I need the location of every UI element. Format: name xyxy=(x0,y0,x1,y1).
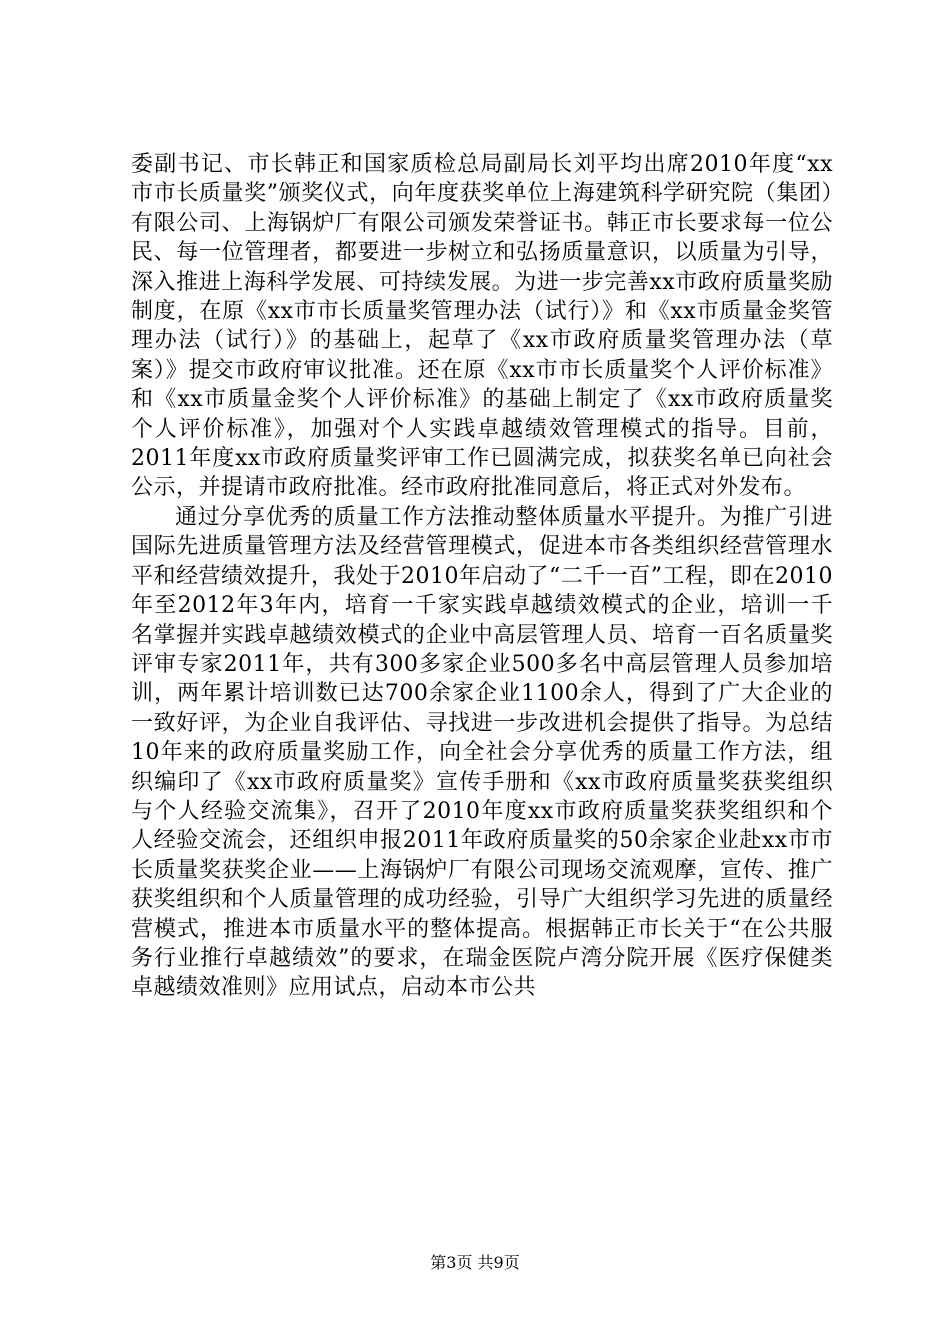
paragraph-1: 委副书记、市长韩正和国家质检总局副局长刘平均出席2010年度“xx市市长质量奖”颁奖仪式，向年度获奖单位上海建筑科学研究院（集团）有限公司、上海锅炉厂有限公司颁发荣誉证书。韩正市长要求每一位公民、每一位管理者，都要进一步树立和弘扬质量意识，以质量为引导，深入推进上海科学发展、可持续发展。为进一步完善xx市政府质量奖励制度，在原《xx市市长质量奖管理办法（试行）》和《xx市质量金奖管理办法（试行）》的基础上，起草了《xx市政府质量奖管理办法（草案）》提交市政府审议批准。还在原《xx市市长质量奖个人评价标准》和《xx市质量金奖个人评价标准》的基础上制定了《xx市政府质量奖个人评价标准》，加强对个人实践卓越绩效管理模式的指导。目前，2011年度xx市政府质量奖评审工作已圆满完成，拟获奖名单已向社会公示，并提请市政府批准。经市政府批准同意后，将正式对外发布。 xyxy=(131,152,833,501)
page-footer: 第3页 共9页 xyxy=(430,1253,520,1272)
body-text xyxy=(131,150,833,1003)
paragraph-2: 通过分享优秀的质量工作方法推动整体质量水平提升。为推广引进国际先进质量管理方法及经营管理模式，促进本市各类组织经营管理水平和经营绩效提升，我处于2010年启动了“二千一百”工程，即在2010年至2012年3年内，培育一千家实践卓越绩效模式的企业，培训一千名掌握并实践卓越绩效模式的企业中高层管理人员、培育一百名质量奖评审专家2011年，共有300多家企业500多名中高层管理人员参加培训，两年累计培训数已达700余家企业1100余人，得到了广大企业的一致好评，为企业自我评估、寻找进一步改进机会提供了指导。为总结10年来的政府质量奖励工作，向全社会分享优秀的质量工作方法，组织编印了《xx市政府质量奖》宣传手册和《xx市政府质量奖获奖组织与个人经验交流集》，召开了2010年度xx市政府质量奖获奖组织和个人经验交流会，还组织申报2011年政府质量奖的50余家企业赴xx市市长质量奖获奖企业——上海锅炉厂有限公司现场交流观摩，宣传、推广获奖组织和个人质量管理的成功经验，引导广大组织学习先进的质量经营模式，推进本市质量水平的整体提高。根据韩正市长关于“在公共服务行业推行卓越绩效”的要求，在瑞金医院卢湾分院开展《医疗保健类卓越绩效准则》应用试点，启动本市公共 xyxy=(131,504,833,1001)
